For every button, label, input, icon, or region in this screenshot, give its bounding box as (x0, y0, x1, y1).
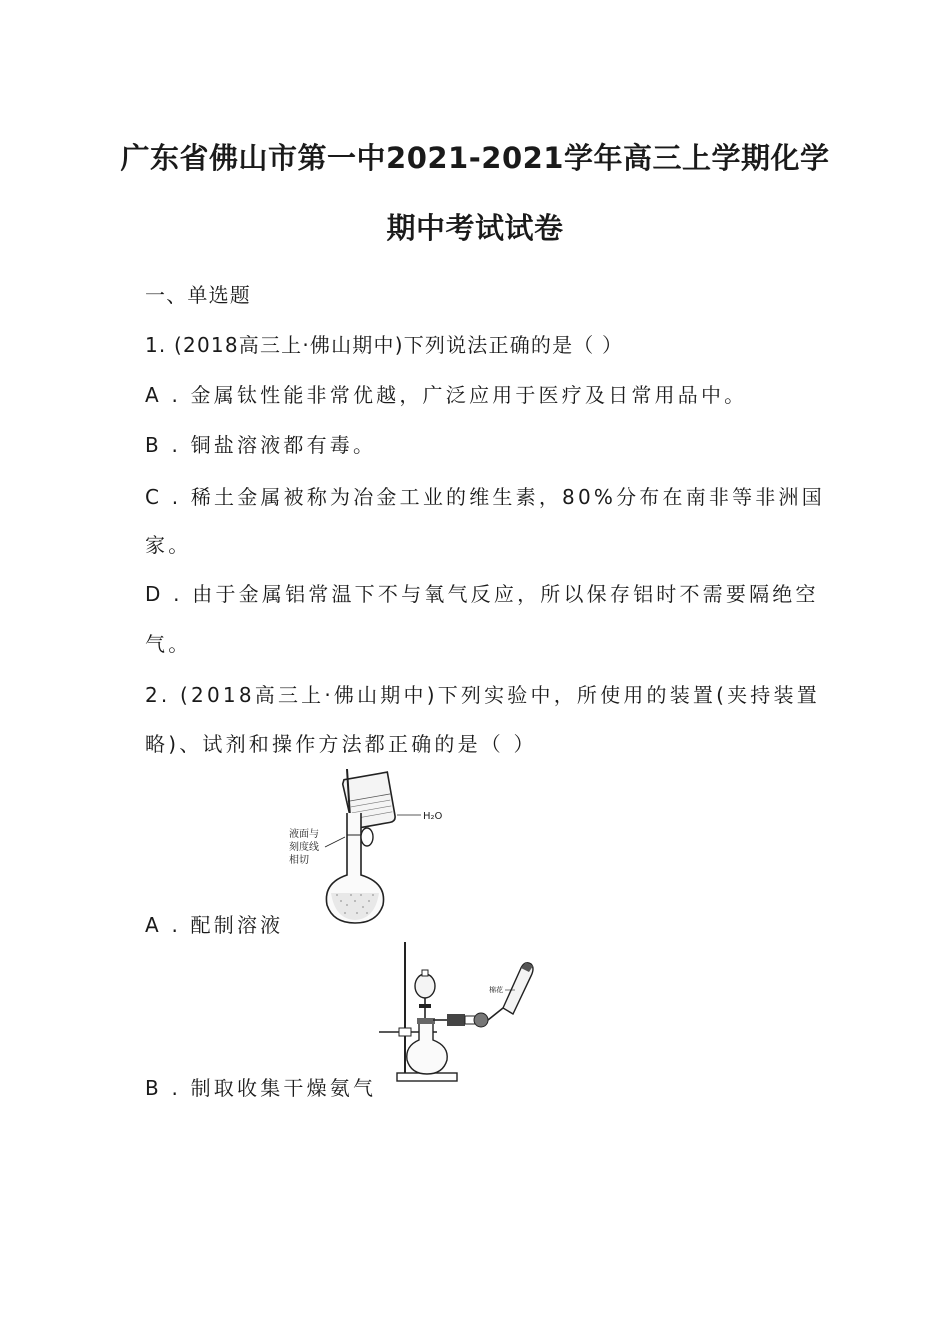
volumetric-flask-figure (285, 765, 465, 925)
collection-test-tube (503, 962, 533, 1014)
question-2-option-b: B . 制取收集干燥氨气 (145, 1076, 377, 1100)
question-1-option-b: B . 铜盐溶液都有毒。 (145, 433, 377, 457)
question-1-stem: 1. (2018高三上·佛山期中)下列说法正确的是（ ） (145, 333, 624, 357)
ammonia-apparatus-figure (375, 938, 545, 1088)
question-2-option-a: A . 配制溶液 (145, 913, 284, 937)
exam-title-line-1: 广东省佛山市第一中2021-2021学年高三上学期化学 (120, 141, 830, 175)
question-2-stem-line-2: 略)、试剂和操作方法都正确的是（ ） (145, 732, 537, 756)
question-2-stem-line-1: 2. (2018高三上·佛山期中)下列实验中，所使用的装置(夹持装置 (145, 683, 820, 707)
question-1-option-c-line-1: C . 稀土金属被称为冶金工业的维生素，80%分布在南非等非洲国 (145, 485, 825, 509)
flask-stopper (361, 828, 373, 846)
cotton-label: 棉花 (489, 986, 503, 994)
flask-label-line-2: 刻度线 (289, 842, 319, 853)
question-1-option-d-line-2: 气。 (145, 632, 192, 656)
exam-title-line-2: 期中考试试卷 (386, 211, 564, 245)
water-label: H₂O (423, 811, 443, 822)
flask-label-line-3: 相切 (289, 855, 309, 866)
section-heading: 一、单选题 (145, 283, 251, 307)
flask-label-line-1: 液面与 (289, 829, 319, 840)
flask-body (326, 813, 383, 923)
question-1-option-d-line-1: D . 由于金属铝常温下不与氧气反应，所以保存铝时不需要隔绝空 (145, 582, 819, 606)
question-1-option-a: A . 金属钛性能非常优越，广泛应用于医疗及日常用品中。 (145, 383, 748, 407)
question-1-option-c-line-2: 家。 (145, 533, 192, 557)
drying-tube (433, 1008, 503, 1027)
reaction-flask (407, 1018, 447, 1074)
